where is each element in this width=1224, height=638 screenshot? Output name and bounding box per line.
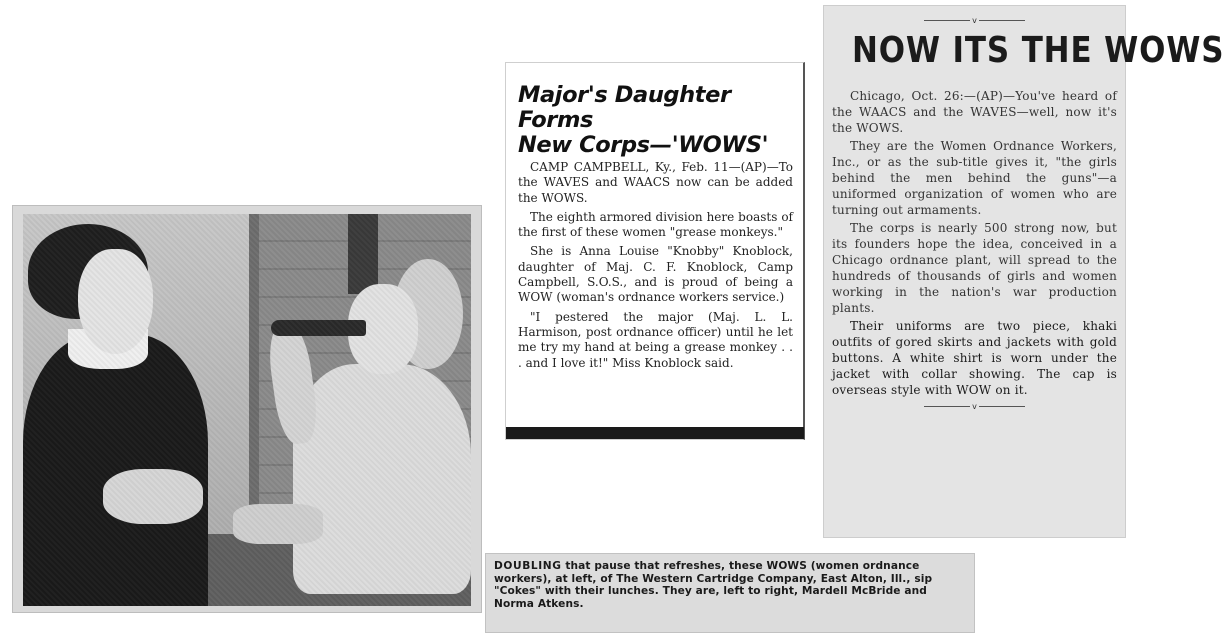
article-mid-footer-rule [506, 427, 804, 439]
article-mid-headline-line2: New Corps—'WOWS' [518, 132, 769, 158]
photo-caption-text [494, 560, 966, 610]
ornament-rule-left [924, 20, 970, 21]
torn-masthead [518, 67, 793, 79]
article-mid-paragraph: "I pestered the major (Maj. L. L. Harmison, post ordnance officer) until he let me try my hand at being a grease monkey . . . and I love it!" Miss Knoblock said. [518, 309, 793, 370]
ornament-rule-left [924, 406, 970, 407]
article-right-paragraph: Their uniforms are two piece, khaki outfits of gored skirts and jackets with gold buttons. A white shirt is worn under the jacket with collar showing. The cap is overseas style with WOW on it. [832, 319, 1117, 397]
ornament-v-icon: v [972, 15, 977, 25]
ornament-rule-right [979, 406, 1025, 407]
article-mid-headline [518, 83, 793, 158]
article-right-paragraph: The corps is nearly 500 strong now, but its founders hope the idea, conceived in a Chicago ordnance plant, will spread to the hundreds of thousands of girls and women working in the nation's war production plants. [832, 221, 1117, 315]
photo-clipping [12, 205, 482, 613]
photo-grain [23, 214, 471, 606]
article-right-paragraph: They are the Women Ordnance Workers, Inc., or as the sub-title gives it, "the girls behind the men behind the guns"—a uniformed organization of women who are turning out armaments. [832, 139, 1117, 217]
article-mid-paragraph: The eighth armored division here boasts of the first of these women "grease monkeys." [518, 209, 793, 240]
top-ornament [832, 14, 1117, 26]
photo-caption [485, 553, 975, 633]
article-mid-paragraph: She is Anna Louise "Knobby" Knoblock, daughter of Maj. C. F. Knoblock, Camp Campbell, S.O.S., and is proud of being a WOW (woman's ordnance workers service.) [518, 244, 793, 305]
article-mid-paragraph: CAMP CAMPBELL, Ky., Feb. 11—(AP)—To the WAVES and WAACS now can be added the WOWS. [518, 160, 793, 205]
news-photo [23, 214, 471, 606]
article-right-paragraph: Chicago, Oct. 26:—(AP)—You've heard of the WAACS and the WAVES—well, now it's the WOWS. [832, 89, 1117, 135]
article-right-body [832, 88, 1117, 398]
ornament-v-icon: v [972, 401, 977, 411]
article-mid-headline-line1: Major's Daughter Forms [518, 82, 731, 133]
article-right-headline: NOW ITS THE WOWS [851, 30, 1224, 71]
ornament-rule-right [979, 20, 1025, 21]
bottom-ornament [832, 400, 1117, 412]
photo-caption-body: that pause that refreshes, these WOWS (women ordnance workers), at left, of The Western Cartridge Company, East Alton, Ill., sip "Cokes" with their lunches. They are, left to right, Mardell McBride and Norma Atkens. [494, 560, 933, 610]
article-now-its-the-wows [823, 5, 1224, 538]
photo-caption-lead: DOUBLING [494, 560, 562, 572]
article-mid-body [518, 160, 793, 371]
article-majors-daughter [505, 62, 805, 440]
